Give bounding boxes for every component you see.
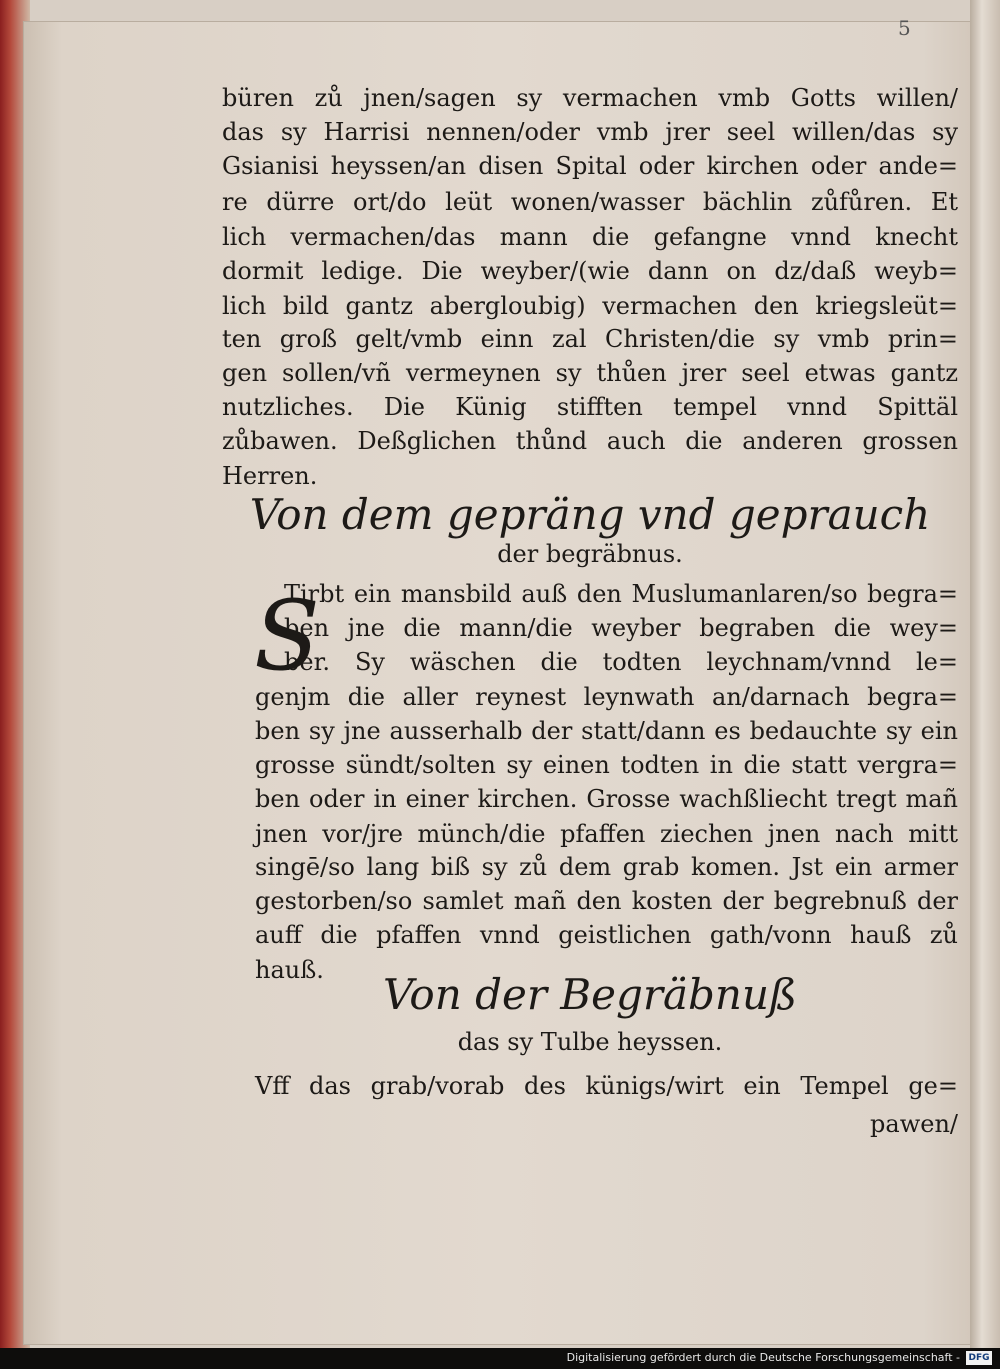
text-line: das sy Harrisi nennen/oder vmb jrer seel willen/das sy	[222, 118, 958, 146]
drop-cap: S	[254, 580, 320, 692]
text-line: genjm die aller reynest leynwath an/darnach begra=	[255, 683, 958, 711]
text-line: Herren.	[222, 462, 318, 490]
footer-bar	[0, 1348, 1000, 1369]
text-line: zůbawen. Deßglichen thůnd auch die anderen grossen	[222, 427, 958, 455]
text-line: pawen/	[870, 1110, 958, 1138]
text-line: jnen vor/jre münch/die pfaffen ziechen jnen nach mitt	[255, 820, 958, 848]
text-line: ten groß gelt/vmb einn zal Christen/die sy vmb prin=	[222, 325, 958, 353]
text-line: Gsianisi heyssen/an disen Spital oder kirchen oder ande=	[222, 152, 958, 180]
heading-line: Von dem gepräng vnd geprauch	[249, 490, 931, 539]
dfg-logo-icon: DFG	[966, 1351, 992, 1365]
text-line: ben oder in einer kirchen. Grosse wachßliecht tregt mañ	[255, 785, 958, 813]
footer-credit: Digitalisierung gefördert durch die Deutsche Forschungsgemeinschaft -	[566, 1351, 960, 1364]
text-line: gestorben/so samlet mañ den kosten der begrebnuß der	[255, 887, 958, 915]
text-line: lich bild gantz abergloubig) vermachen den kriegsleüt=	[222, 292, 958, 320]
text-line: gen sollen/vñ vermeynen sy thůen jrer seel etwas gantz	[222, 359, 958, 387]
text-line: büren zů jnen/sagen sy vermachen vmb Gotts willen/	[222, 84, 958, 112]
text-line: re dürre ort/do leüt wonen/wasser bächlin zůfůren. Et	[222, 188, 958, 216]
text-line: dormit ledige. Die weyber/(wie dann on dz/daß weyb=	[222, 257, 958, 285]
text-line: ber. Sy wäschen die todten leychnam/vnnd le=	[284, 648, 958, 676]
text-line: nutzliches. Die Künig stifften tempel vnnd Spittäl	[222, 393, 958, 421]
corner-mark: 5	[898, 16, 911, 40]
text-line: auff die pfaffen vnnd geistlichen gath/vonn hauß zů	[255, 921, 958, 949]
text-line: lich vermachen/das mann die gefangne vnnd knecht	[222, 223, 958, 251]
heading-subline: der begräbnus.	[497, 540, 683, 568]
text-line: Vff das grab/vorab des künigs/wirt ein Tempel ge=	[255, 1072, 958, 1100]
heading-line: Von der Begräbnuß	[382, 970, 798, 1019]
text-line: hauß.	[255, 956, 324, 984]
text-line: grosse sündt/solten sy einen todten in die statt vergra=	[255, 751, 958, 779]
text-line: ben sy jne ausserhalb der statt/dann es bedauchte sy ein	[255, 717, 958, 745]
text-line: Tirbt ein mansbild auß den Muslumanlaren/so begra=	[284, 580, 958, 608]
text-line: singē/so lang biß sy zů dem grab komen. Jst ein armer	[255, 853, 958, 881]
text-line: ben jne die mann/die weyber begraben die wey=	[284, 614, 958, 642]
heading-subline: das sy Tulbe heyssen.	[457, 1028, 723, 1056]
page-edge	[970, 0, 1000, 1348]
